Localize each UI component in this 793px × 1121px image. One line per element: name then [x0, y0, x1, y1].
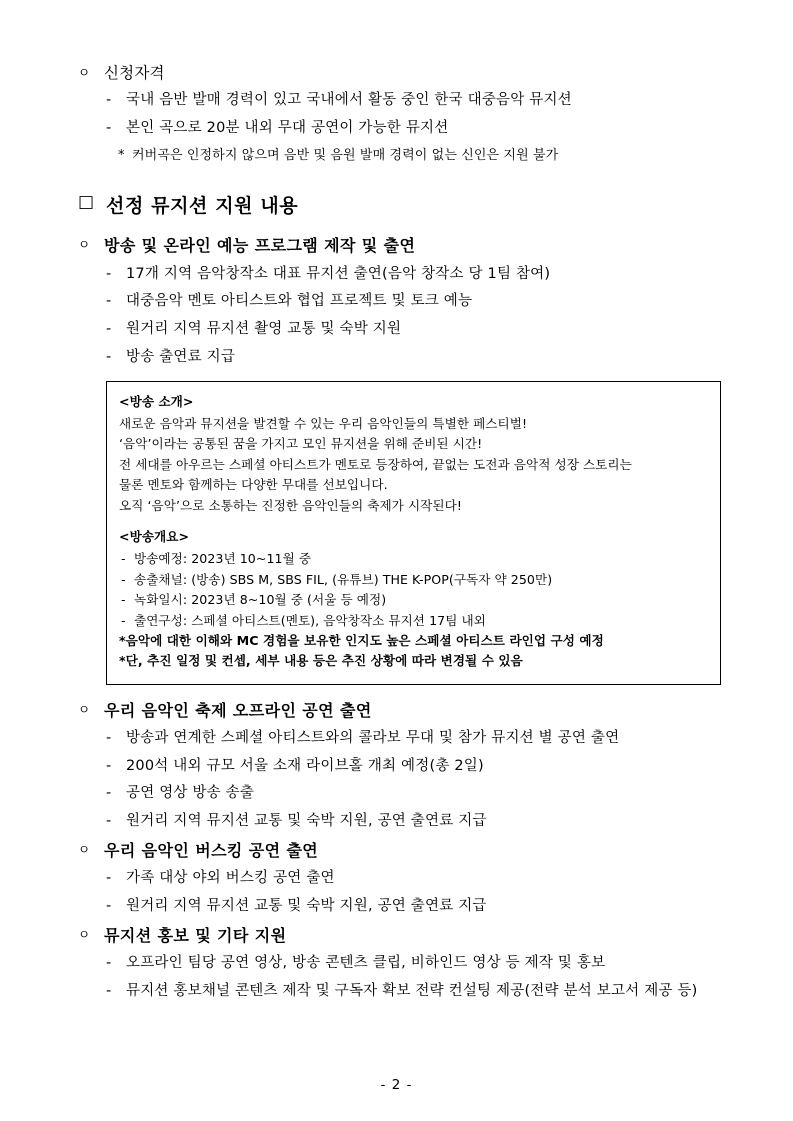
broadcast-outline-label: 송출채널: (방송) SBS M, SBS FIL, (유튜브) THE K-POP(구독자 약 250만) [134, 571, 553, 587]
broadcast-outline-item [119, 570, 708, 590]
list-item [78, 264, 721, 286]
list-item-label: 방송 출연료 지급 [126, 348, 236, 365]
broadcast-note: *단, 추진 일정 및 컨셉, 세부 내용 등은 추진 상황에 따라 변경될 수 있음 [119, 653, 523, 669]
list-item-label: 17개 지역 음악창작소 대표 뮤지션 출연(음악 창작소 당 1팀 참여) [126, 265, 551, 282]
qualification-note-label: 커버곡은 인정하지 않으며 음반 및 음원 발매 경력이 없는 신인은 지원 불가 [132, 147, 559, 163]
dash-bullet-icon: - [121, 612, 126, 628]
subsection-heading-broadcast [78, 234, 721, 257]
page-number: - 2 - [380, 1077, 413, 1093]
subsection-heading-busking [78, 839, 721, 862]
dash-bullet-icon: - [106, 348, 112, 365]
list-item-label: 공연 영상 방송 송출 [126, 785, 255, 802]
circle-bullet-icon: ㅇ [78, 237, 91, 253]
broadcast-note: *음악에 대한 이해와 MC 경험을 보유한 인지도 높은 스페셜 아티스트 라인업 구성 예정 [119, 632, 604, 648]
list-item-label: 가족 대상 야외 버스킹 공연 출연 [126, 870, 335, 887]
circle-bullet-icon: ㅇ [78, 841, 91, 857]
dash-bullet-icon: - [106, 897, 112, 914]
dash-bullet-icon: - [106, 757, 112, 774]
dash-bullet-icon: - [121, 592, 126, 608]
list-item [78, 953, 721, 975]
list-item [78, 90, 721, 112]
dash-bullet-icon: - [106, 954, 112, 971]
circle-bullet-icon: ㅇ [78, 701, 91, 717]
broadcast-intro-line: 물론 멘토와 함께하는 다양한 무대를 선보입니다. [119, 477, 388, 493]
broadcast-outline-item [119, 549, 708, 569]
dash-bullet-icon: - [106, 120, 112, 137]
dash-bullet-icon: - [106, 321, 112, 338]
broadcast-intro-title: <방송 소개> [119, 393, 194, 409]
dash-bullet-icon: - [106, 265, 112, 282]
dash-bullet-icon: - [106, 813, 112, 830]
dash-bullet-icon: - [106, 729, 112, 746]
list-item [78, 981, 721, 1003]
dash-bullet-icon: - [106, 982, 112, 999]
list-item [78, 868, 721, 890]
list-item [78, 811, 721, 833]
list-item-label: 원거리 지역 뮤지션 교통 및 숙박 지원, 공연 출연료 지급 [126, 813, 487, 830]
dash-bullet-icon: - [106, 293, 112, 310]
list-item-label: 대중음악 멘토 아티스트와 협업 프로젝트 및 토크 예능 [126, 293, 473, 310]
list-item-label: 원거리 지역 뮤지션 촬영 교통 및 숙박 지원 [126, 321, 402, 338]
qualification-heading-label: 신청자격 [104, 64, 165, 82]
section-heading-label: 선정 뮤지션 지원 내용 [106, 195, 299, 218]
circle-bullet-icon: ㅇ [78, 926, 91, 942]
subsection-heading-label: 뮤지션 홍보 및 기타 지원 [104, 925, 287, 945]
list-item-label: 국내 음반 발매 경력이 있고 국내에서 활동 중인 한국 대중음악 뮤지션 [126, 92, 572, 109]
list-item [78, 118, 721, 140]
list-item-label: 오프라인 팀당 공연 영상, 방송 콘텐츠 클립, 비하인드 영상 등 제작 및 홍보 [126, 954, 606, 971]
list-item [78, 783, 721, 805]
dash-bullet-icon: - [106, 92, 112, 109]
subsection-heading-label: 우리 음악인 버스킹 공연 출연 [104, 840, 319, 860]
dash-bullet-icon: - [121, 571, 126, 587]
list-item-label: 원거리 지역 뮤지션 교통 및 숙박 지원, 공연 출연료 지급 [126, 897, 487, 914]
circle-bullet-icon: ㅇ [78, 65, 91, 80]
list-item [78, 319, 721, 341]
subsection-heading-promotion [78, 924, 721, 947]
broadcast-outline-label: 녹화일시: 2023년 8~10월 중 (서울 등 예정) [134, 592, 387, 608]
broadcast-intro-line: 전 세대를 아우르는 스페셜 아티스트가 멘토로 등장하여, 끝없는 도전과 음악적 성장 스토리는 [119, 456, 632, 472]
subsection-heading-label: 우리 음악인 축제 오프라인 공연 출연 [104, 700, 372, 720]
qualification-note [78, 146, 721, 166]
qualification-heading [78, 62, 721, 84]
dash-bullet-icon: - [121, 551, 126, 567]
list-item-label: 뮤지션 홍보채널 콘텐츠 제작 및 구독자 확보 전략 컨설팅 제공(전략 분석 보고서 제공 등) [126, 982, 698, 999]
broadcast-outline-title: <방송개요> [119, 529, 190, 544]
subsection-heading-label: 방송 및 온라인 예능 프로그램 제작 및 출연 [104, 236, 416, 256]
square-bullet-icon: □ [78, 192, 95, 213]
broadcast-outline-item [119, 590, 708, 610]
list-item [78, 728, 721, 750]
broadcast-outline-label: 방송예정: 2023년 10~11월 중 [134, 551, 312, 567]
subsection-heading-offline-festival [78, 699, 721, 722]
broadcast-intro-line: ‘음악’이라는 공통된 꿈을 가지고 모인 뮤지션을 위해 준비된 시간! [119, 436, 483, 452]
list-item-label: 본인 곡으로 20분 내외 무대 공연이 가능한 뮤지션 [126, 120, 449, 137]
list-item [78, 756, 721, 778]
broadcast-intro-line: 새로운 음악과 뮤지션을 발견할 수 있는 우리 음악인들의 특별한 페스티벌! [119, 416, 528, 432]
list-item [78, 347, 721, 369]
list-item-label: 200석 내외 규모 서울 소재 라이브홀 개최 예정(총 2일) [126, 757, 484, 774]
dash-bullet-icon: - [106, 785, 112, 802]
asterisk-icon: * [118, 147, 125, 163]
list-item-label: 방송과 연계한 스페셜 아티스트와의 콜라보 무대 및 참가 뮤지션 별 공연 출연 [126, 729, 620, 746]
dash-bullet-icon: - [106, 870, 112, 887]
list-item [78, 896, 721, 918]
broadcast-info-box [106, 381, 721, 685]
section-heading [78, 191, 721, 218]
list-item [78, 291, 721, 313]
broadcast-outline-label: 출연구성: 스페셜 아티스트(멘토), 음악창작소 뮤지션 17팀 내외 [134, 612, 486, 628]
broadcast-outline-item [119, 611, 708, 631]
broadcast-intro-line: 오직 ‘음악’으로 소통하는 진정한 음악인들의 축제가 시작된다! [119, 497, 462, 513]
